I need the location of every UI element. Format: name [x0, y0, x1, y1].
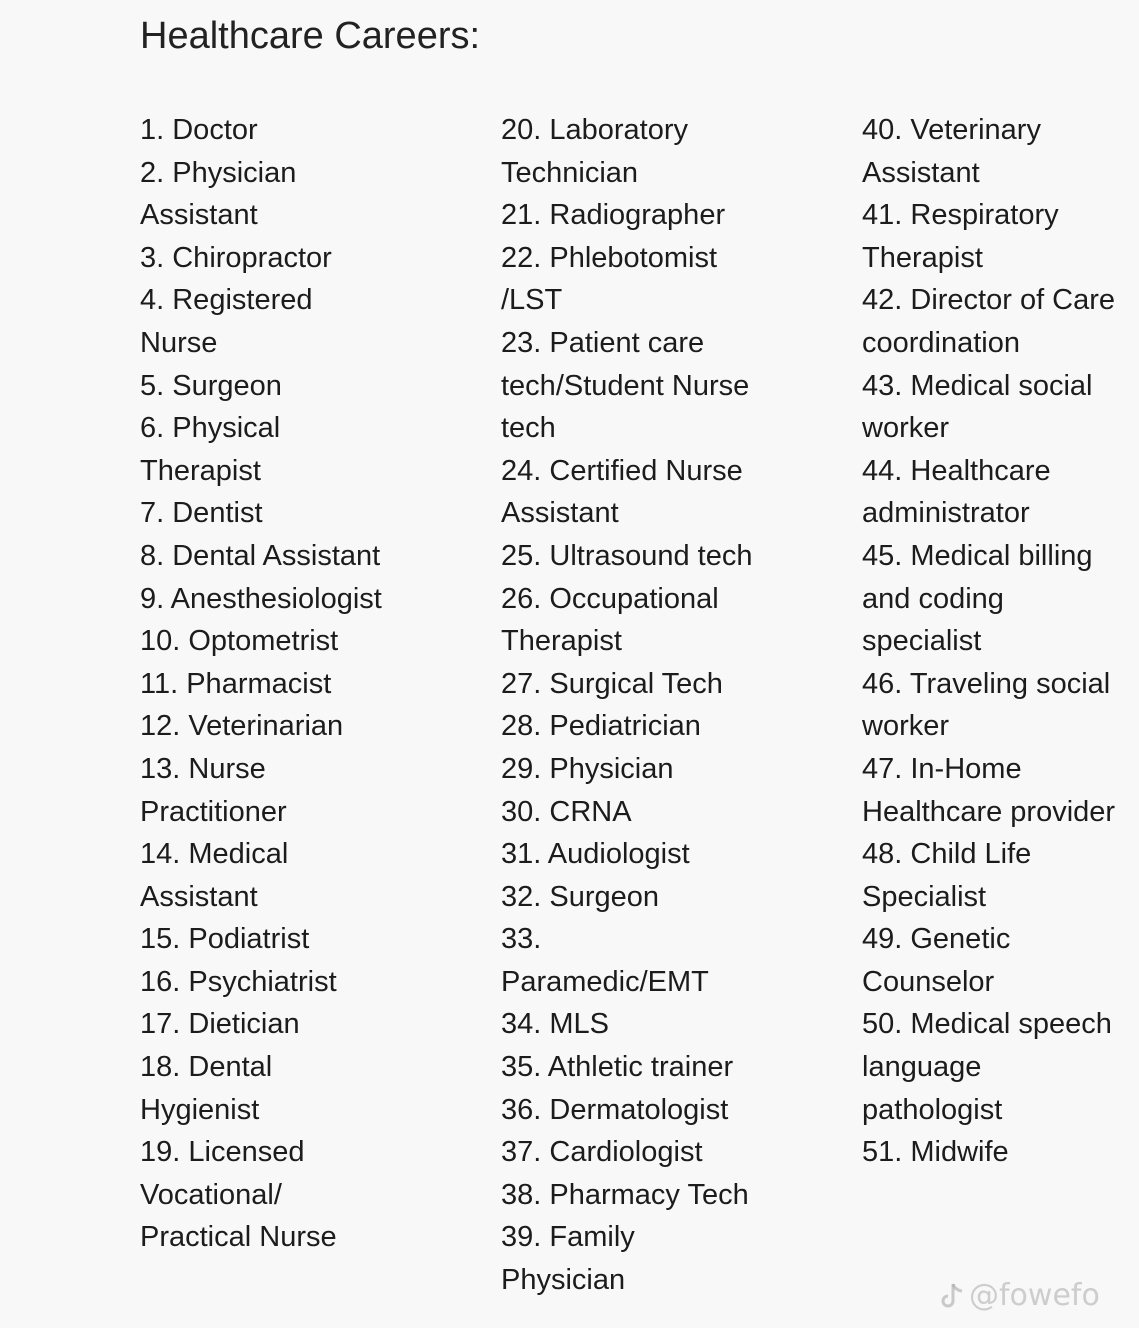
- career-list-line: 38. Pharmacy Tech: [501, 1178, 749, 1211]
- career-list-line: coordination: [862, 326, 1020, 359]
- career-list-line: 28. Pediatrician: [501, 710, 701, 743]
- career-list-line: 16. Psychiatrist: [140, 965, 337, 998]
- career-list-line: 11. Pharmacist: [140, 667, 332, 700]
- career-list-line: 13. Nurse: [140, 752, 266, 785]
- career-list-line: administrator: [862, 497, 1030, 530]
- career-list-line: 49. Genetic: [862, 923, 1011, 956]
- career-list-line: 44. Healthcare: [862, 454, 1051, 487]
- career-list-line: 6. Physical: [140, 412, 281, 445]
- career-list-line: Paramedic/EMT: [501, 965, 709, 998]
- career-list-line: 31. Audiologist: [501, 838, 690, 871]
- career-list-line: 50. Medical speech: [862, 1008, 1112, 1041]
- career-list-line: Assistant: [862, 156, 980, 189]
- career-list-line: 2. Physician: [140, 156, 297, 189]
- career-list-line: 1. Doctor: [140, 114, 258, 146]
- career-list-line: Therapist: [140, 454, 261, 487]
- career-list-line: 10. Optometrist: [140, 625, 339, 658]
- career-list-line: Assistant: [140, 199, 258, 232]
- career-list-line: 36. Dermatologist: [501, 1093, 729, 1126]
- career-column-3: [862, 109, 1139, 1174]
- career-list-line: 48. Child Life: [862, 838, 1032, 871]
- career-list-line: 29. Physician: [501, 752, 674, 785]
- career-list-line: /LST: [501, 284, 563, 317]
- career-list-line: Practical Nurse: [140, 1221, 337, 1254]
- career-list-line: and coding: [862, 582, 1004, 615]
- career-list-line: 18. Dental: [140, 1051, 273, 1084]
- career-list-line: 46. Traveling social: [862, 667, 1111, 700]
- career-list-line: worker: [862, 412, 950, 445]
- career-list-line: 25. Ultrasound tech: [501, 539, 753, 572]
- career-list-line: tech/Student Nurse: [501, 369, 750, 402]
- page-title: Healthcare Careers:: [140, 15, 481, 57]
- career-list-line: 40. Veterinary: [862, 114, 1041, 146]
- career-list-line: pathologist: [862, 1093, 1003, 1126]
- career-list-line: 34. MLS: [501, 1008, 609, 1041]
- career-list-line: 5. Surgeon: [140, 369, 282, 402]
- career-list-line: 30. CRNA: [501, 795, 632, 828]
- career-list-line: 8. Dental Assistant: [140, 539, 381, 572]
- career-list-line: Therapist: [862, 241, 983, 274]
- career-list-line: 3. Chiropractor: [140, 241, 332, 274]
- career-list-line: 24. Certified Nurse: [501, 454, 743, 487]
- career-list-line: 22. Phlebotomist: [501, 241, 718, 274]
- career-list-line: Specialist: [862, 880, 987, 913]
- career-list-line: specialist: [862, 625, 982, 658]
- career-list-line: 43. Medical social: [862, 369, 1093, 402]
- career-list-line: 35. Athletic trainer: [501, 1051, 734, 1084]
- career-list-line: Vocational/: [140, 1178, 282, 1211]
- career-list-line: 41. Respiratory: [862, 199, 1059, 232]
- career-list-line: Therapist: [501, 625, 622, 658]
- career-list-line: 32. Surgeon: [501, 880, 660, 913]
- career-list-line: 19. Licensed: [140, 1136, 305, 1169]
- career-list-line: 14. Medical: [140, 838, 289, 871]
- career-list-line: 7. Dentist: [140, 497, 263, 530]
- career-list-line: Assistant: [140, 880, 258, 913]
- career-list-line: Counselor: [862, 965, 995, 998]
- career-column-2: [501, 109, 901, 1302]
- career-list-line: 51. Midwife: [862, 1136, 1009, 1169]
- career-list-line: Physician: [501, 1264, 626, 1297]
- career-list-line: 42. Director of Care: [862, 284, 1116, 317]
- career-list-line: 39. Family: [501, 1221, 635, 1254]
- career-list-line: 47. In-Home: [862, 752, 1022, 785]
- career-list-line: Practitioner: [140, 795, 287, 828]
- career-list-line: 23. Patient care: [501, 326, 705, 359]
- career-list-line: 27. Surgical Tech: [501, 667, 723, 700]
- career-list-line: 45. Medical billing: [862, 539, 1093, 572]
- career-list-line: 20. Laboratory: [501, 114, 689, 146]
- career-list-line: 37. Cardiologist: [501, 1136, 703, 1169]
- career-list-line: 33.: [501, 923, 542, 956]
- career-list-line: 15. Podiatrist: [140, 923, 310, 956]
- career-column-1: [140, 109, 540, 1259]
- career-list-line: language: [862, 1051, 982, 1084]
- career-list-line: Assistant: [501, 497, 619, 530]
- career-list-line: 21. Radiographer: [501, 199, 726, 232]
- career-list-line: 26. Occupational: [501, 582, 719, 615]
- career-list-line: 17. Dietician: [140, 1008, 300, 1041]
- career-list-line: Hygienist: [140, 1093, 260, 1126]
- career-list-line: worker: [862, 710, 950, 743]
- watermark-text: @fowefo: [969, 1278, 1100, 1313]
- career-list-line: 4. Registered: [140, 284, 313, 317]
- career-list-line: 12. Veterinarian: [140, 710, 344, 743]
- career-list-line: Healthcare provider: [862, 795, 1116, 828]
- career-list-line: tech: [501, 412, 556, 445]
- career-list-line: Nurse: [140, 326, 218, 359]
- watermark: [939, 1276, 1139, 1316]
- career-list-line: 9. Anesthesiologist: [140, 582, 382, 615]
- career-list-line: Technician: [501, 156, 639, 189]
- tiktok-icon: [939, 1282, 965, 1312]
